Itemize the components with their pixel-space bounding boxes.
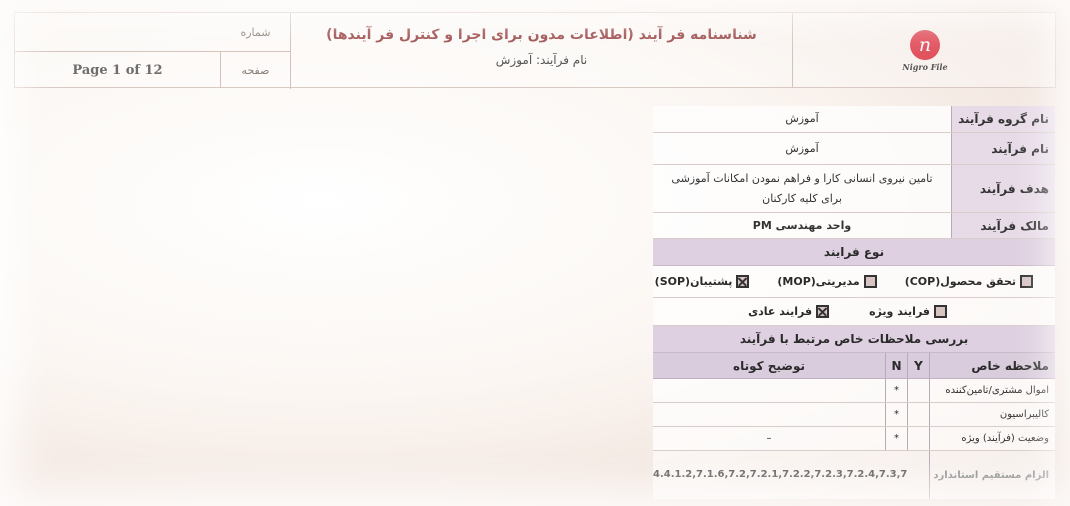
process-owner-label: مالک فرآیند <box>951 213 1055 238</box>
logo-icon: n <box>910 30 940 60</box>
notes-heading: بررسی ملاحظات خاص مرتبط با فرآیند <box>653 326 1055 353</box>
row-process-name <box>653 133 1055 165</box>
desc-cell <box>653 403 885 426</box>
option-sop[interactable] <box>655 275 750 288</box>
y-cell <box>907 379 929 402</box>
option-cop-label: تحقق محصول(COP) <box>904 275 1016 288</box>
standard-requirement-value: 4.4.1.2,7.1.6,7.2,7.2.1,7.2.2,7.2.3,7.2.4,7.3,7 <box>653 469 908 480</box>
process-name-value: آموزش <box>653 133 951 164</box>
col-note-header: ملاحظه خاص <box>929 353 1055 378</box>
option-special[interactable] <box>869 305 947 318</box>
y-cell <box>907 427 929 450</box>
desc-cell: – <box>766 433 772 444</box>
n-cell: * <box>885 379 907 402</box>
process-group-label: نام گروه فرآیند <box>951 106 1055 132</box>
note-cell: اموال مشتری/تامین‌کننده <box>929 379 1055 402</box>
process-type-options <box>653 266 1055 298</box>
row-process-group <box>653 106 1055 133</box>
option-mop[interactable] <box>777 275 876 288</box>
goal-line-1: تامین نیروی انسانی کارا و فراهم نمودن امکانات آموزشی <box>671 171 933 185</box>
n-cell: * <box>885 427 907 450</box>
y-cell <box>907 403 929 426</box>
note-cell: کالیبراسیون <box>929 403 1055 426</box>
standard-requirement-row <box>653 451 1055 499</box>
option-sop-label: پشتیبان(SOP) <box>654 275 733 288</box>
page-indicator: Page 1 of 12 <box>15 51 221 88</box>
page-label: صفحه <box>221 51 291 89</box>
note-cell: وضعیت (فرآیند) ویژه <box>929 427 1055 450</box>
document-title: شناسنامه فر آیند (اطلاعات مدون برای اجرا و کنترل فر آیندها) <box>326 27 757 43</box>
process-type-heading: نوع فرایند <box>653 239 1055 266</box>
goal-line-2: برای کلیه کارکنان <box>762 191 842 205</box>
process-owner-value: واحد مهندسی PM <box>653 213 951 238</box>
process-info-table <box>653 106 1055 499</box>
process-group-value: آموزش <box>653 106 951 132</box>
col-desc-header: توضیح کوتاه <box>733 358 805 373</box>
option-normal[interactable] <box>748 305 829 318</box>
table-row <box>653 403 1055 427</box>
standard-requirement-label: الزام مستقیم استاندارد <box>929 451 1055 499</box>
logo-area <box>793 13 1057 88</box>
desc-cell <box>653 379 885 402</box>
process-name-subtitle: نام فرآیند: آموزش <box>495 53 588 67</box>
notes-table-header <box>653 353 1055 379</box>
checkbox-mop[interactable] <box>864 275 877 288</box>
document-header <box>14 12 1056 88</box>
table-row <box>653 427 1055 451</box>
row-process-goal <box>653 165 1055 213</box>
n-cell: * <box>885 403 907 426</box>
checkbox-sop-checked[interactable] <box>736 275 749 288</box>
process-goal-value <box>653 165 951 212</box>
option-cop[interactable] <box>905 275 1033 288</box>
option-special-label: فرایند ویژه <box>869 305 930 318</box>
title-box <box>291 13 793 88</box>
checkbox-special[interactable] <box>934 305 947 318</box>
logo-text: Nigro File <box>902 61 948 72</box>
process-name-label: نام فرآیند <box>951 133 1055 164</box>
process-kind-options <box>653 298 1055 326</box>
number-label: شماره <box>221 13 291 51</box>
process-goal-label: هدف فرآیند <box>951 165 1055 212</box>
checkbox-normal-checked[interactable] <box>816 305 829 318</box>
option-mop-label: مدیریتی(MOP) <box>777 275 860 288</box>
row-process-owner <box>653 213 1055 239</box>
option-normal-label: فرایند عادی <box>748 305 813 318</box>
col-n-header: N <box>885 353 907 378</box>
checkbox-cop[interactable] <box>1020 275 1033 288</box>
col-y-header: Y <box>907 353 929 378</box>
table-row <box>653 379 1055 403</box>
